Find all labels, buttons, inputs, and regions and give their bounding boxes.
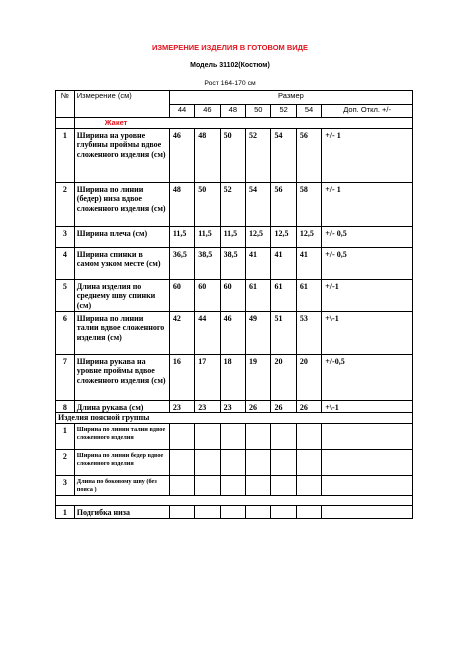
size-value: 26 — [296, 400, 321, 413]
tolerance-value: +/- 0,5 — [322, 226, 413, 247]
table-row — [56, 247, 413, 279]
tolerance-value: +/- 1 — [322, 128, 413, 182]
row-number: 7 — [56, 354, 75, 400]
table-row — [56, 311, 413, 354]
tolerance-value: +/- 0,5 — [322, 247, 413, 279]
tolerance-value: +\-1 — [322, 311, 413, 354]
row-number: 1 — [56, 424, 75, 450]
header-measure: Измерение (см) — [74, 91, 169, 118]
size-value: 36,5 — [169, 247, 194, 279]
size-value: 60 — [195, 279, 220, 311]
size-value: 48 — [169, 182, 194, 226]
size-value: 44 — [195, 311, 220, 354]
size-value: 20 — [296, 354, 321, 400]
header-tolerance: Доп. Откл. +/- — [322, 105, 413, 118]
growth-label: Рост 164-170 см — [204, 80, 256, 87]
size-value: 16 — [169, 354, 194, 400]
document-title: ИЗМЕРЕНИЕ ИЗДЕЛИЯ В ГОТОВОМ ВИДЕ — [151, 43, 309, 52]
size-value: 23 — [195, 400, 220, 413]
measure-name: Длина изделия по среднему шву спинки (см) — [74, 279, 169, 311]
size-value: 17 — [195, 354, 220, 400]
measure-name: Ширина по линии талии вдвое сложенного изделия — [74, 424, 169, 450]
row-number: 3 — [56, 476, 75, 496]
table-row — [56, 476, 413, 496]
row-number: 5 — [56, 279, 75, 311]
size-value: 20 — [271, 354, 296, 400]
size-value: 11,5 — [169, 226, 194, 247]
size-value: 18 — [220, 354, 245, 400]
table-row — [56, 424, 413, 450]
size-value: 52 — [246, 128, 271, 182]
size-value: 23 — [220, 400, 245, 413]
size-value: 53 — [296, 311, 321, 354]
size-header: 50 — [246, 105, 271, 118]
measure-name: Длина рукава (см) — [74, 400, 169, 413]
table-row — [56, 400, 413, 413]
tolerance-value: +\-1 — [322, 400, 413, 413]
size-value: 61 — [246, 279, 271, 311]
size-value: 38,5 — [195, 247, 220, 279]
size-value: 26 — [246, 400, 271, 413]
size-header: 54 — [296, 105, 321, 118]
row-number: 4 — [56, 247, 75, 279]
header-row-1 — [56, 91, 413, 105]
row-number: 2 — [56, 450, 75, 476]
measure-name: Ширина плеча (см) — [74, 226, 169, 247]
measurement-table — [55, 90, 413, 519]
size-header: 48 — [220, 105, 245, 118]
size-value: 11,5 — [220, 226, 245, 247]
size-value: 60 — [220, 279, 245, 311]
size-value: 56 — [271, 182, 296, 226]
tolerance-value: +/-0,5 — [322, 354, 413, 400]
size-value: 11,5 — [195, 226, 220, 247]
size-value: 41 — [271, 247, 296, 279]
measure-name: Ширина рукава на уровне проймы вдвое сложенного изделия (см) — [74, 354, 169, 400]
section-row-belt — [56, 413, 413, 424]
measure-name: Ширина по линии (бедер) низа вдвое сложенного изделия (см) — [74, 182, 169, 226]
table-row — [56, 226, 413, 247]
size-header: 44 — [169, 105, 194, 118]
table-row — [56, 506, 413, 519]
header-size: Размер — [169, 91, 412, 105]
size-value: 41 — [246, 247, 271, 279]
tolerance-value: +/- 1 — [322, 182, 413, 226]
section-jacket-label: Жакет — [74, 118, 412, 129]
size-value: 12,5 — [271, 226, 296, 247]
table-row — [56, 354, 413, 400]
table-row — [56, 128, 413, 182]
size-value: 52 — [220, 182, 245, 226]
size-value: 48 — [195, 128, 220, 182]
size-value: 54 — [246, 182, 271, 226]
row-number: 2 — [56, 182, 75, 226]
size-value: 46 — [220, 311, 245, 354]
measure-name: Ширина на уровне глубины проймы вдвое сложенного изделия (см) — [74, 128, 169, 182]
measure-name: Подгибка низа — [74, 506, 169, 519]
header-no: № — [56, 91, 75, 118]
size-value: 50 — [195, 182, 220, 226]
measure-name: Ширина по линии талии вдвое сложенного изделия (см) — [74, 311, 169, 354]
section-row-jacket — [56, 118, 413, 129]
row-number: 6 — [56, 311, 75, 354]
row-number: 3 — [56, 226, 75, 247]
row-number: 1 — [56, 506, 75, 519]
size-value: 26 — [271, 400, 296, 413]
size-value: 60 — [169, 279, 194, 311]
size-value: 56 — [296, 128, 321, 182]
size-value: 19 — [246, 354, 271, 400]
size-value: 41 — [296, 247, 321, 279]
table-row — [56, 279, 413, 311]
size-value: 12,5 — [246, 226, 271, 247]
size-value: 54 — [271, 128, 296, 182]
row-number: 1 — [56, 128, 75, 182]
size-header: 46 — [195, 105, 220, 118]
section-belt-label: Изделия поясной группы — [56, 413, 413, 424]
size-header: 52 — [271, 105, 296, 118]
tolerance-value: +/-1 — [322, 279, 413, 311]
size-value: 49 — [246, 311, 271, 354]
size-value: 50 — [220, 128, 245, 182]
size-value: 12,5 — [296, 226, 321, 247]
table-row — [56, 182, 413, 226]
size-value: 58 — [296, 182, 321, 226]
measure-name: Ширина по линии бедер вдвое сложенного изделия — [74, 450, 169, 476]
size-value: 46 — [169, 128, 194, 182]
size-value: 38,5 — [220, 247, 245, 279]
size-value: 23 — [169, 400, 194, 413]
table-row — [56, 450, 413, 476]
row-number: 8 — [56, 400, 75, 413]
size-value: 42 — [169, 311, 194, 354]
empty-row — [56, 496, 413, 506]
size-value: 61 — [271, 279, 296, 311]
model-label: Модель 31102(Костюм) — [190, 62, 270, 69]
size-value: 61 — [296, 279, 321, 311]
size-value: 51 — [271, 311, 296, 354]
measure-name: Ширина спинки в самом узком месте (см) — [74, 247, 169, 279]
measure-name: Длина по боковому шву (без пояса ) — [74, 476, 169, 496]
